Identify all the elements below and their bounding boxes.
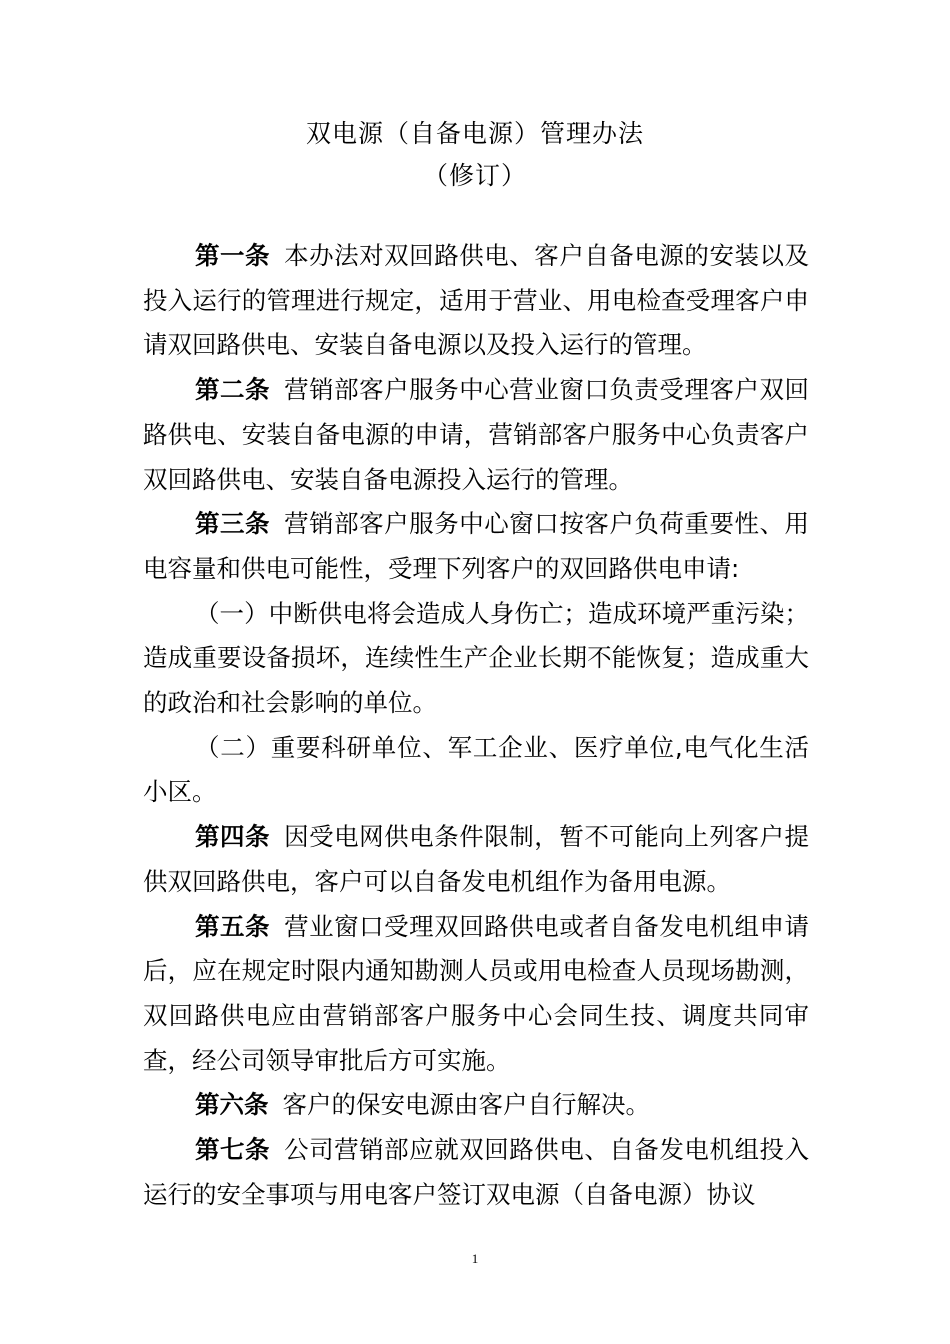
- document-subtitle: （修订）: [422, 161, 527, 190]
- article-3-item-2: [143, 726, 809, 815]
- article-1: [143, 234, 809, 368]
- article-text: 公司营销部应就双回路供电、自备发电机组投入运行的安全事项与用电客户签订双电源（自备电源）协议: [143, 1135, 810, 1209]
- article-text: 本办法对双回路供电、客户自备电源的安装以及投入运行的管理进行规定，适用于营业、用电检查受理客户申请双回路供电、安装自备电源以及投入运行的管理。: [143, 241, 810, 360]
- list-item-text: （一）中断供电将会造成人身伤亡；造成环境严重污染；造成重要设备损坏，连续性生产企业长期不能恢复；造成重大的政治和社会影响的单位。: [143, 598, 809, 718]
- article-text: 营销部客户服务中心营业窗口负责受理客户双回路供电、安装自备电源的申请，营销部客户服务中心负责客户双回路供电、安装自备电源投入运行的管理。: [143, 375, 810, 494]
- article-text: 客户的保安电源由客户自行解决。: [282, 1090, 650, 1120]
- article-6: [143, 1083, 809, 1128]
- article-2: [143, 368, 809, 502]
- list-item-text: （二）重要科研单位、军工企业、医疗单位,电气化生活小区。: [143, 732, 809, 807]
- article-label: 第五条: [195, 911, 271, 941]
- article-text: 营销部客户服务中心窗口按客户负荷重要性、用电容量和供电可能性，受理下列客户的双回路供电申请:: [143, 509, 810, 583]
- article-label: 第四条: [195, 822, 271, 852]
- article-5: [143, 905, 809, 1084]
- article-label: 第一条: [195, 241, 271, 270]
- article-4: [143, 815, 809, 904]
- article-3: [143, 502, 809, 591]
- article-7: [143, 1128, 809, 1217]
- article-label: 第二条: [195, 375, 271, 405]
- article-label: 第七条: [195, 1135, 271, 1165]
- article-text: 因受电网供电条件限制，暂不可能向上列客户提供双回路供电，客户可以自备发电机组作为备用电源。: [143, 822, 810, 896]
- document-title: 双电源（自备电源）管理办法: [305, 119, 644, 148]
- document-body: [143, 234, 809, 1217]
- article-label: 第六条: [195, 1090, 269, 1120]
- article-label: 第三条: [195, 509, 271, 539]
- page-number: 1: [471, 1251, 479, 1266]
- article-text: 营业窗口受理双回路供电或者自备发电机组申请后，应在规定时限内通知勘测人员或用电检查人员现场勘测，双回路供电应由营销部客户服务中心会同生技、调度共同审查，经公司领导审批后方可实施。: [143, 911, 810, 1075]
- article-3-item-1: [143, 592, 809, 726]
